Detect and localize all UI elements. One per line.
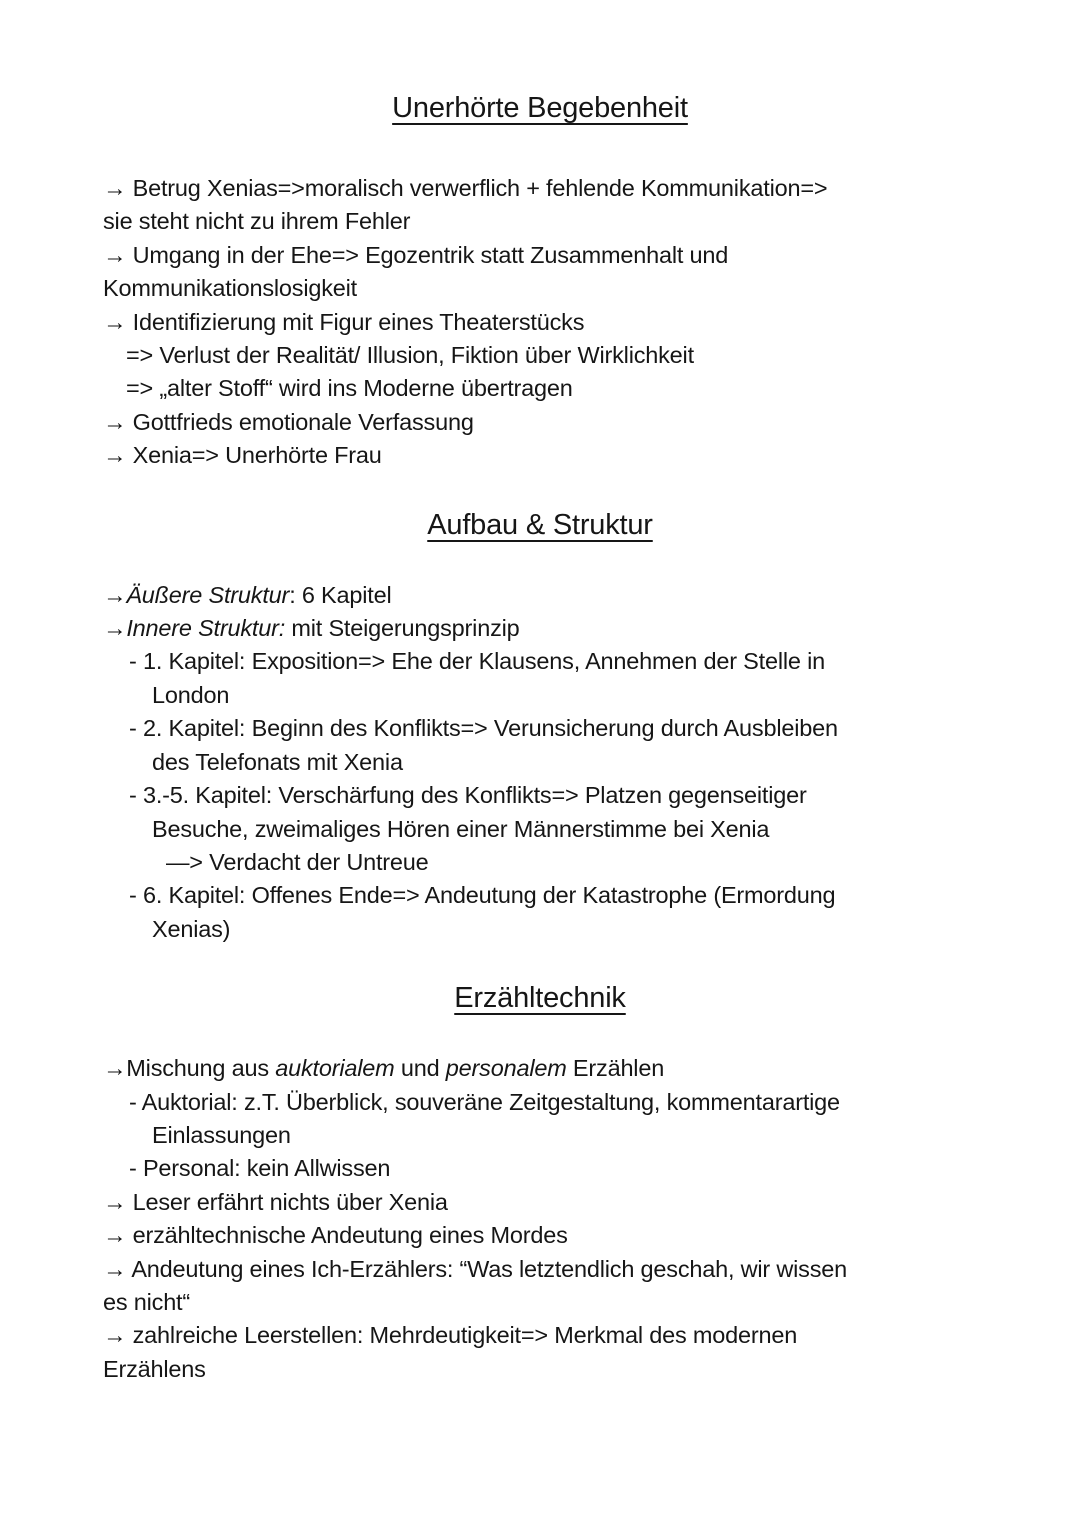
note-text: Xenias) <box>152 915 231 942</box>
note-item <box>103 306 1010 339</box>
note-text: => Verlust der Realität/ Illusion, Fiktion über Wirklichkeit <box>126 342 694 369</box>
note-text: Erzählens <box>103 1355 206 1382</box>
note-line <box>103 272 1010 305</box>
note-text: es nicht“ <box>103 1288 191 1315</box>
note-item <box>103 846 1010 879</box>
note-item <box>103 612 1010 645</box>
note-line <box>103 1052 1010 1085</box>
note-text: → Betrug Xenias=>moralisch verwerflich + fehlende Kommunikation=> <box>103 175 828 201</box>
note-line <box>103 406 1010 439</box>
note-text: - 6. Kapitel: Offenes Ende=> Andeutung der Katastrophe (Ermordung <box>129 882 836 909</box>
note-line <box>103 372 1010 405</box>
note-text: —> Verdacht der Untreue <box>166 848 429 875</box>
note-line <box>103 1353 1010 1386</box>
section-title: Unerhörte Begebenheit <box>392 92 688 124</box>
note-line <box>103 172 1010 205</box>
note-item <box>103 579 1010 612</box>
section-title: Erzähltechnik <box>454 982 626 1015</box>
note-text-italic: auktorialem <box>275 1055 395 1082</box>
note-line <box>103 1186 1010 1219</box>
note-text: → zahlreiche Leerstellen: Mehrdeutigkeit=> Merkmal des modernen <box>103 1322 798 1349</box>
note-text: →Mischung aus <box>103 1055 276 1082</box>
note-line <box>103 746 1010 779</box>
note-text: → Xenia=> Unerhörte Frau <box>103 442 382 469</box>
notes-document <box>103 88 1010 1386</box>
section-title: Aufbau & Struktur <box>427 508 653 541</box>
note-text: → erzähltechnische Andeutung eines Mordes <box>103 1222 568 1249</box>
note-item <box>103 779 1010 846</box>
note-line <box>103 339 1010 372</box>
note-text: London <box>152 681 230 708</box>
note-line <box>103 1286 1010 1319</box>
note-line <box>103 439 1010 472</box>
note-text: mit Steigerungsprinzip <box>285 615 520 642</box>
note-line <box>103 205 1010 238</box>
note-line <box>103 1086 1010 1119</box>
note-line <box>103 712 1010 745</box>
note-item <box>103 172 1010 239</box>
note-item <box>103 712 1010 779</box>
note-text-italic: personalem <box>445 1055 567 1082</box>
note-text: → Umgang in der Ehe=> Egozentrik statt Zusammenhalt und <box>103 241 729 268</box>
note-text: → <box>103 615 127 642</box>
note-line <box>103 645 1010 678</box>
note-text: → Leser erfährt nichts über Xenia <box>103 1188 448 1215</box>
note-item <box>103 1186 1010 1219</box>
note-line <box>103 1152 1010 1185</box>
note-item <box>103 239 1010 306</box>
note-line <box>103 239 1010 272</box>
note-text: - Personal: kein Allwissen <box>129 1155 391 1182</box>
note-text: sie steht nicht zu ihrem Fehler <box>103 208 411 235</box>
note-text: Erzählen <box>566 1055 665 1082</box>
note-item <box>103 1219 1010 1252</box>
note-line <box>103 813 1010 846</box>
note-text-italic: Innere Struktur: <box>126 615 286 642</box>
note-line <box>103 779 1010 812</box>
note-item <box>103 1152 1010 1185</box>
note-text: Kommunikationslosigkeit <box>103 275 358 302</box>
note-text: und <box>394 1055 446 1082</box>
note-text: - 1. Kapitel: Exposition=> Ehe der Klausens, Annehmen der Stelle in <box>129 648 825 675</box>
note-item <box>103 1052 1010 1085</box>
note-text: → <box>103 581 127 608</box>
note-line <box>103 1253 1010 1286</box>
note-text-italic: Äußere Struktur <box>126 581 290 608</box>
note-text: → Identifizierung mit Figur eines Theaterstücks <box>103 308 585 335</box>
note-line <box>103 879 1010 912</box>
note-text: : 6 Kapitel <box>289 581 392 608</box>
note-item <box>103 879 1010 946</box>
note-item <box>103 1086 1010 1153</box>
note-text: - Auktorial: z.T. Überblick, souveräne Zeitgestaltung, kommentarartige <box>129 1088 840 1115</box>
note-text: → Andeutung eines Ich-Erzählers: “Was letztendlich geschah, wir wissen <box>103 1255 848 1282</box>
note-line <box>103 679 1010 712</box>
note-text: => „alter Stoff“ wird ins Moderne übertragen <box>126 375 573 402</box>
note-item <box>103 1253 1010 1320</box>
note-line <box>103 1319 1010 1352</box>
note-text: Besuche, zweimaliges Hören einer Männerstimme bei Xenia <box>152 815 770 842</box>
note-text: → Gottfrieds emotionale Verfassung <box>103 408 474 435</box>
note-item <box>103 1319 1010 1386</box>
note-item <box>103 372 1010 405</box>
note-line <box>103 846 1010 879</box>
note-line <box>103 1219 1010 1252</box>
note-text: des Telefonats mit Xenia <box>152 748 403 775</box>
note-line <box>103 612 1010 645</box>
note-text: - 3.-5. Kapitel: Verschärfung des Konflikts=> Platzen gegenseitiger <box>129 782 807 809</box>
note-line <box>103 306 1010 339</box>
note-line <box>103 1119 1010 1152</box>
note-item <box>103 339 1010 372</box>
note-line <box>103 579 1010 612</box>
note-text: - 2. Kapitel: Beginn des Konflikts=> Verunsicherung durch Ausbleiben <box>129 715 838 742</box>
note-item <box>103 406 1010 439</box>
note-item <box>103 439 1010 472</box>
note-line <box>103 913 1010 946</box>
note-item <box>103 645 1010 712</box>
note-text: Einlassungen <box>152 1121 291 1148</box>
